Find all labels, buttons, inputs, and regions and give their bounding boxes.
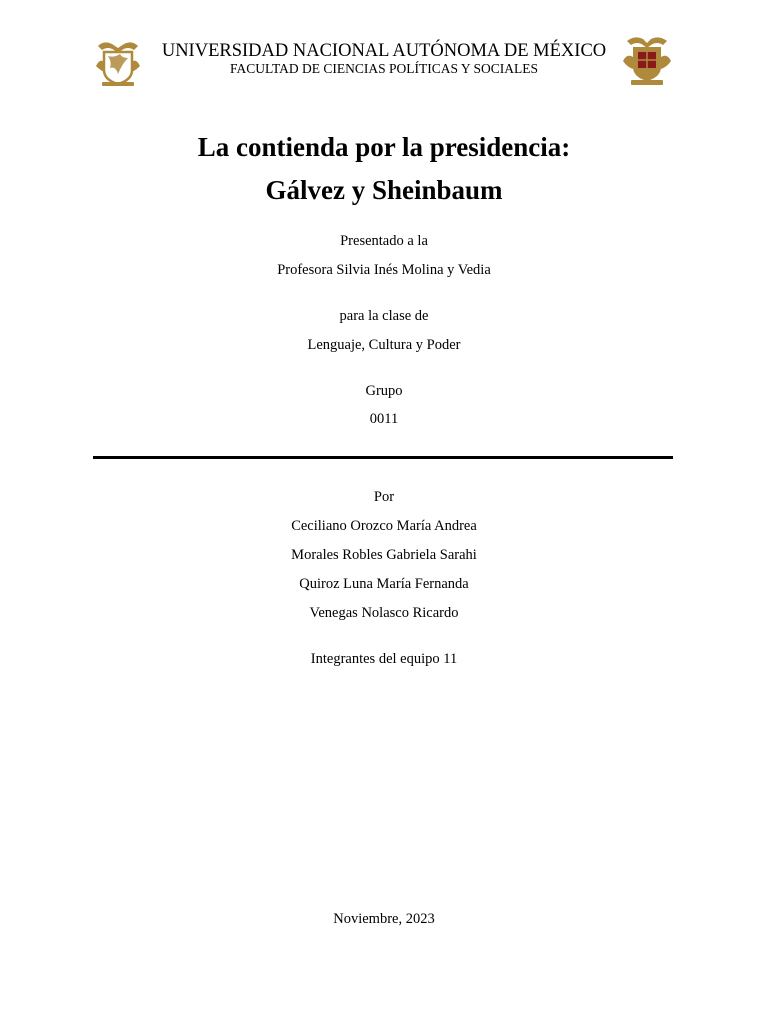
course-intro: para la clase de xyxy=(339,308,429,324)
document-title-line-1: La contienda por la presidencia: xyxy=(197,132,571,162)
author-name: Ceciliano Orozco María Andrea xyxy=(291,518,477,534)
author-name: Quiroz Luna María Fernanda xyxy=(299,576,469,592)
document-date: Noviembre, 2023 xyxy=(333,911,435,927)
authors-intro: Por xyxy=(373,489,395,505)
author-name: Venegas Nolasco Ricardo xyxy=(309,605,459,621)
document-title-line-2: Gálvez y Sheinbaum xyxy=(265,175,503,205)
fcpys-crest-icon xyxy=(621,33,669,85)
university-name: UNIVERSIDAD NACIONAL AUTÓNOMA DE MÉXICO xyxy=(161,41,607,61)
course-name: Lenguaje, Cultura y Poder xyxy=(307,337,461,353)
faculty-name: FACULTAD DE CIENCIAS POLÍTICAS Y SOCIALES xyxy=(229,61,539,76)
divider-rule xyxy=(93,456,673,459)
group-number: 0011 xyxy=(369,411,399,427)
team-label: Integrantes del equipo 11 xyxy=(310,651,458,667)
presented-intro: Presentado a la xyxy=(340,233,428,249)
unam-crest-icon xyxy=(94,36,142,88)
professor-name: Profesora Silvia Inés Molina y Vedia xyxy=(277,262,491,278)
author-name: Morales Robles Gabriela Sarahi xyxy=(291,547,477,563)
group-label: Grupo xyxy=(365,383,403,399)
